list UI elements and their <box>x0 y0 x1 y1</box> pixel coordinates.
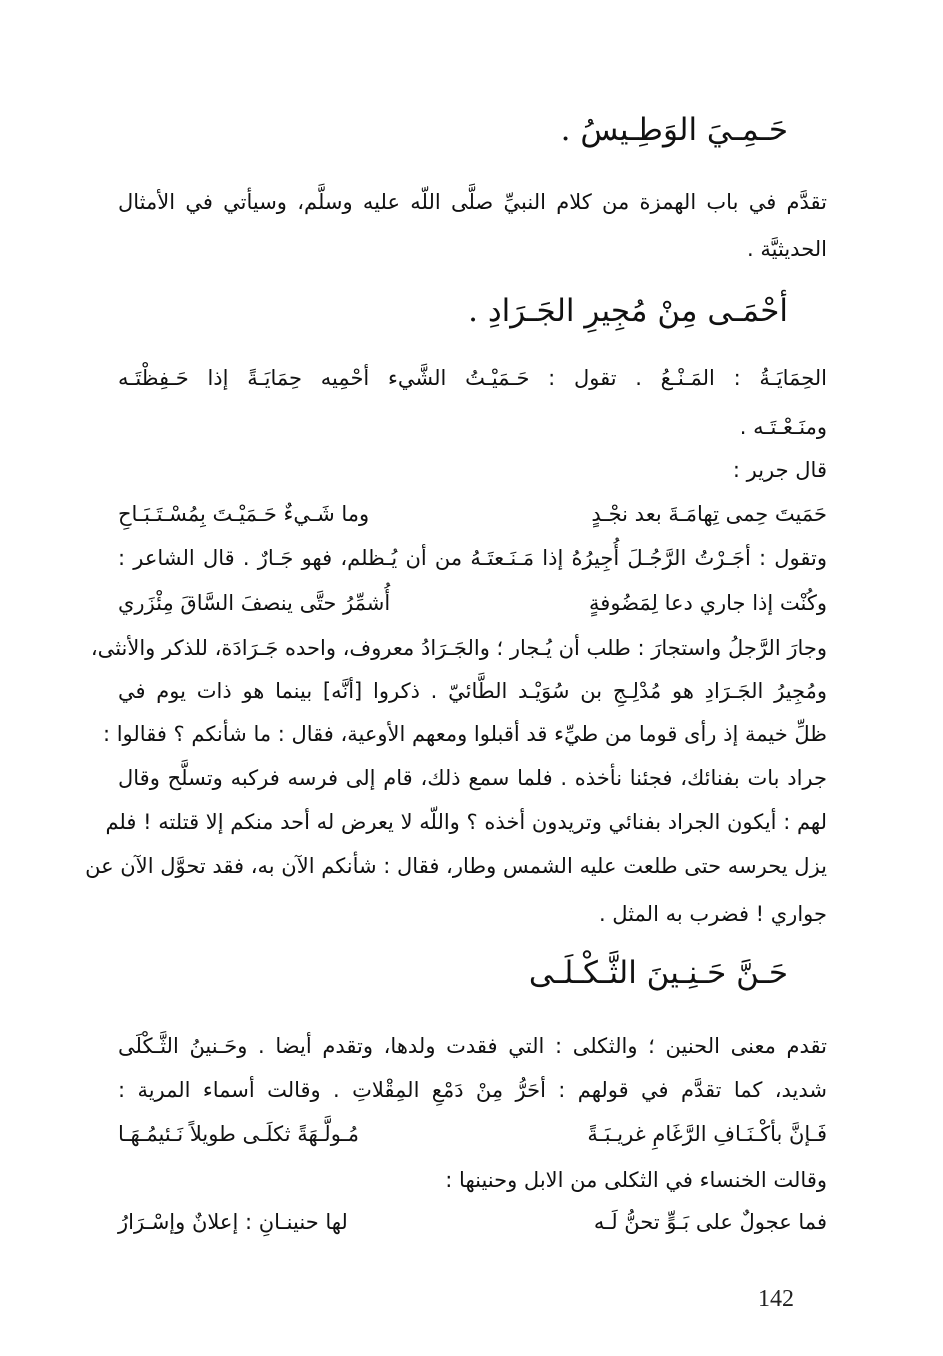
body-line: ومُجِيرُ الجَـرَادِ هو مُدْلِـجِ بن سُوَيْـد الطَّائيّ . ذكروا [أنَّه] بينما هو ذات يوم في <box>118 679 827 703</box>
entry-heading-hamiya-al-watis: حَـمِـيَ الوَطِـيسُ . <box>560 112 788 148</box>
verse-first-hemistich: فَـإنَّ بأكْـنَـافِ الرَّغَامِ غريـبَـةً <box>587 1122 827 1146</box>
body-line: شديد، كما تقدَّم في قولهم : أحَرُّ مِنْ دَمْعِ المِقْلاتِ . وقالت أسماء المرية : <box>118 1078 827 1102</box>
verse-first-hemistich: حَمَيتَ حِمى تِهامَـةَ بعد نجْـدٍ <box>591 502 827 526</box>
body-line: جراد بات بفنائك، فجئنا نأخذه . فلما سمع ذلك، قام إلى فرسه فركبه وتسلَّح وقال <box>118 766 827 790</box>
body-line: ومنَـعْـتَـه . <box>739 415 827 439</box>
entry-heading-ahma-min-mujir-al-jarad: أحْمَـى مِنْ مُجِيرِ الجَـرَادِ . <box>468 293 788 329</box>
body-line: قال جرير : <box>732 458 827 482</box>
poetry-verse <box>118 1210 827 1235</box>
body-line: لهم : أيكون الجراد بفنائي وتريدون أخذه ؟ واللّه لا يعرض له أحد منكم إلا قتلته ! فلم <box>105 810 827 834</box>
verse-first-hemistich: فما عجولٌ على بَـوٍّ تحنُّ لَـه <box>593 1210 827 1234</box>
entry-heading-hanna-hanin-al-thakla: حَـنَّ حَـنِـينَ الثَّـكْـلَـى <box>528 955 788 991</box>
verse-second-hemistich: أُشمِّرُ حتَّى ينصفَ السَّاقَ مِئْزَري <box>118 591 391 615</box>
body-line: ظلِّ خيمة إذ رأى قوما من طيِّء قد أقبلوا ومعهم الأوعية، فقال : ما شأنكم ؟ فقالوا : <box>102 722 827 746</box>
body-line: الحِمَايَـةُ : المَـنْـعُ . تقول : حَـمَيْـتُ الشَّيء أحْمِيه حِمَايَـةً إذا حَـفِظْتَـه <box>118 366 827 390</box>
body-line: وتقول : أجَـرْتُ الرَّجُـلَ أُجِيرُهُ إذا مَـنَـعتَـهُ من أن يُـظلم، فهو جَـارٌ . قال الشاعر : <box>118 546 827 570</box>
page-number: 142 <box>758 1286 794 1312</box>
body-line: تقدم معنى الحنين ؛ والثكلى : التي فقدت ولدها، وتقدم أيضا . وحَـنينُ الثَّـكْلَى <box>118 1034 827 1058</box>
body-line: وجارَ الرَّجلُ واستجارَ : طلب أن يُـجار ؛ والجَـرَادُ معروف، واحده جَـرَادَة، للذكر والأنثى، <box>90 636 827 660</box>
body-line: يزل يحرسه حتى طلعت عليه الشمس وطار، فقال : شأنكم الآن به، فقد تحوَّل الآن عن <box>85 854 827 878</box>
verse-first-hemistich: وكُنْت إذا جاري دعا لِمَضُوفةٍ <box>589 591 827 615</box>
body-line: تقدَّم في باب الهمزة من كلام النبيِّ صلَّى اللّه عليه وسلَّم، وسيأتي في الأمثال <box>118 190 827 214</box>
poetry-verse <box>118 502 827 527</box>
poetry-verse <box>118 1122 827 1147</box>
verse-second-hemistich: وما شَـيءٌ حَـمَيْـتَ بِمُسْـتَـبَـاحِ <box>118 502 370 526</box>
verse-second-hemistich: لها حنينـانِ : إعلانٌ وإسْـرَارُ <box>118 1210 348 1234</box>
body-line: الحديثيَّة . <box>747 237 827 261</box>
poetry-verse <box>118 591 827 616</box>
verse-second-hemistich: مُـولَّـهَةً ثكلَـى طويلاً نَـئيمُـهَـا <box>118 1122 359 1146</box>
body-line: وقالت الخنساء في الثكلى من الابل وحنينها : <box>445 1168 827 1192</box>
body-line: جواري ! فضرب به المثل . <box>598 902 827 926</box>
